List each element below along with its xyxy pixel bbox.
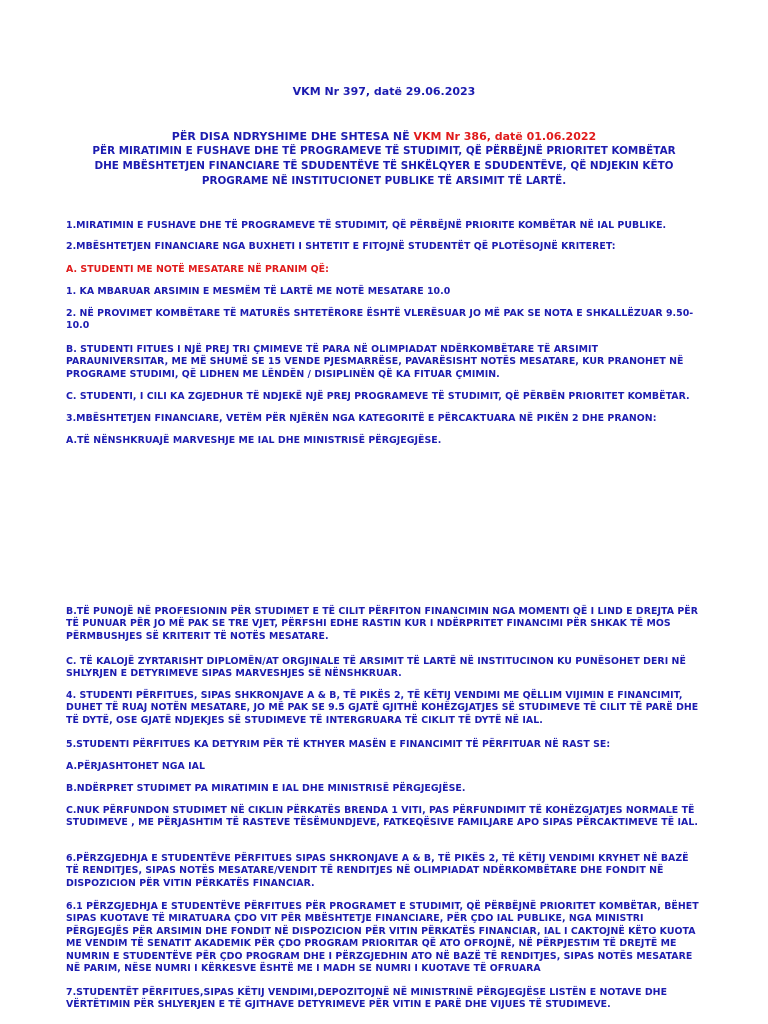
paragraph-18: 6.1 PËRZGJEDHJA E STUDENTËVE PËRFITUES PËR PROGRAMET E STUDIMIT, QË PËRBËJNË PRIORITET KOMBËTAR, BËHET SIPAS KUOTAVE TË MIRATUARA ÇDO VIT PËR MBËSHTETJE FINANCIARE, PËR ÇDO IAL PUBLIKE, NGA MINISTRI PËRGJEGJËS PËR ARSIMIN DHE FONDIT NË DISPOZICION PËR VITIN PËRKATËS FINANCIAR, IAL I CAKTOJNË KËTO KUOTA ME VENDIM TË SENATIT AKADEMIK PËR ÇDO PROGRAM PRIORITAR QË ATO OFROJNË, NË PËRPJESTIM TË DREJTË ME NUMRIN E STUDENTËVE PËR ÇDO PROGRAM DHE I PËRZGJEDHIN ATO NË BAZË TË RENDITJES, SIPAS NOTËS MESATARE NË PARIM, NËSE NUMRI I KËRKESVE ËSHTË ME I MADH SE NUMRI I KUOTAVE TË OFRUARA — [66, 901, 699, 975]
paragraph-9: A.TË NËNSHKRUAJË MARVESHJE ME IAL DHE MINISTRISË PËRGJEGJËSE. — [66, 435, 442, 446]
paragraph-2: 2.MBËSHTETJEN FINANCIARE NGA BUXHETI I SHTETIT E FITOJNË STUDENTËT QË PLOTËSOJNË KRITERET: — [66, 241, 616, 252]
paragraph-1: 1.MIRATIMIN E FUSHAVE DHE TË PROGRAMEVE TË STUDIMIT, QË PËRBËJNË PRIORITE KOMBËTAR NË IAL PUBLIKE. — [66, 220, 667, 231]
paragraph-4: 1. KA MBARUAR ARSIMIN E MESMËM TË LARTË ME NOTË MESATARE 10.0 — [66, 286, 451, 297]
paragraph-11: C. TË KALOJË ZYRTARISHT DIPLOMËN/AT ORGJINALE TË ARSIMIT TË LARTË NË INSTITUCINON KU PUNËSOHET DERI NË SHLYRJEN E DETYRIMEVE SIPAS MARVESHJES SË NËNSHKRUAR. — [66, 656, 686, 680]
paragraph-6: B. STUDENTI FITUES I NJË PREJ TRI ÇMIMEVE TË PARA NË OLIMPIADAT NDËRKOMBËTARE TË ARSIMIT PARAUNIVERSITAR, ME MË SHUMË SE 15 VENDE PJESMARRËSE, PAVARËSISHT NOTËS MESATARE, KUR PRANOHET NË PROGRAME STUDIMI, QË LIDHEN ME LËNDËN / DISIPLINËN QË KA FITUAR ÇMIMIN. — [66, 344, 684, 380]
paragraph-16: C.NUK PËRFUNDON STUDIMET NË CIKLIN PËRKATËS BRENDA 1 VITI, PAS PËRFUNDIMIT TË KOHËZGJATJES NORMALE TË STUDIMEVE , ME PËRJASHTIM TË RASTEVE TËSËMUNDJEVE, FATKEQËSIVE FAMILJARE APO SIPAS PËRCAKTIMEVE TË IAL. — [66, 805, 698, 829]
decree-line: VKM Nr 397, datë 29.06.2023 — [292, 85, 476, 98]
paragraph-14: A.PËRJASHTOHET NGA IAL — [66, 761, 205, 772]
paragraph-8: 3.MBËSHTETJEN FINANCIARE, VETËM PËR NJËRËN NGA KATEGORITË E PËRCAKTUARA NË PIKËN 2 DHE PRANON: — [66, 413, 657, 424]
paragraph-5: 2. NË PROVIMET KOMBËTARE TË MATURËS SHTETËRORE ËSHTË VLERËSUAR JO MË PAK SE NOTA E SHKALLËZUAR 9.50-10.0 — [66, 308, 694, 332]
paragraph-19: 7.STUDENTËT PËRFITUES,SIPAS KËTIJ VENDIMI,DEPOZITOJNË NË MINISTRINË PËRGJEGJËSE LISTËN E NOTAVE DHE VËRTËTIMIN PËR SHLYERJEN E TË GJITHAVE DETYRIMEVE PËR VITIN E PARË DHE VIJUES TË STUDIMEVE. — [66, 987, 668, 1011]
paragraph-13: 5.STUDENTI PËRFITUES KA DETYRIM PËR TË KTHYER MASËN E FINANCIMIT TË PËRFITUAR NË RAST SE: — [66, 739, 611, 750]
paragraph-3: A. STUDENTI ME NOTË MESATARE NË PRANIM QË: — [66, 264, 329, 275]
paragraph-7: C. STUDENTI, I CILI KA ZGJEDHUR TË NDJEKË NJË PREJ PROGRAMEVE TË STUDIMIT, QË PËRBËN PRIORITET KOMBËTAR. — [66, 391, 690, 402]
document-subtitle: PËR MIRATIMIN E FUSHAVE DHE TË PROGRAMEVE TË STUDIMIT, QË PËRBËJNË PRIORITET KOMBËTAR DHE MBËSHTETJEN FINANCIARE TË SDUDENTËVE TË SHKËLQYER E SDUDENTËVE, QË NDJEKIN KËTO PROGRAME NË INSTITUCIONET PUBLIKE TË ARSIMIT TË LARTË. — [92, 145, 676, 187]
title-prefix: PËR DISA NDRYSHIME DHE SHTESA NË — [171, 130, 414, 143]
paragraph-15: B.NDËRPRET STUDIMET PA MIRATIMIN E IAL DHE MINISTRISË PËRGJEGJËSE. — [66, 783, 466, 794]
paragraph-12: 4. STUDENTI PËRFITUES, SIPAS SHKRONJAVE A & B, TË PIKËS 2, TË KËTIJ VENDIMI ME QËLLIM VIJIMIN E FINANCIMIT, DUHET TË RUAJ NOTËN MESATARE, JO MË PAK SE 9.5 GJATË GJITHË KOHËZGJATJES SË STUDIMEVE TË CILIT TË PARË DHE TË DYTË, OSE GJATË NDJEKJES SË STUDIMEVE TË INTERGRUARA TË CIKLIT TË DYTË NË IAL. — [66, 690, 699, 726]
paragraph-17: 6.PËRZGJEDHJA E STUDENTËVE PËRFITUES SIPAS SHKRONJAVE A & B, TË PIKËS 2, TË KËTIJ VENDIMI KRYHET NË BAZË TË RENDITJES, SIPAS NOTËS MESATARE/VENDIT TË RENDITJES NË OLIMPIADAT NDËRKOMBËTARE DHE FONDIT NË DISPOZICION PËR VITIN PËRKATËS FINANCIAR. — [66, 853, 689, 889]
paragraph-10: B.TË PUNOJË NË PROFESIONIN PËR STUDIMET E TË CILIT PËRFITON FINANCIMIN NGA MOMENTI QË I LIND E DREJTA PËR TË PUNUAR PËR JO MË PAK SE TRE VJET, PËRFSHI EDHE RASTIN KUR I NDËRPRITET FINANCIMI PËR SHKAK TË MOS PËRMBUSHJES SË KRITERIT TË NOTËS MESATARE. — [66, 606, 698, 642]
title-reference: VKM Nr 386, datë 01.06.2022 — [413, 130, 597, 143]
document-title — [50, 129, 718, 144]
